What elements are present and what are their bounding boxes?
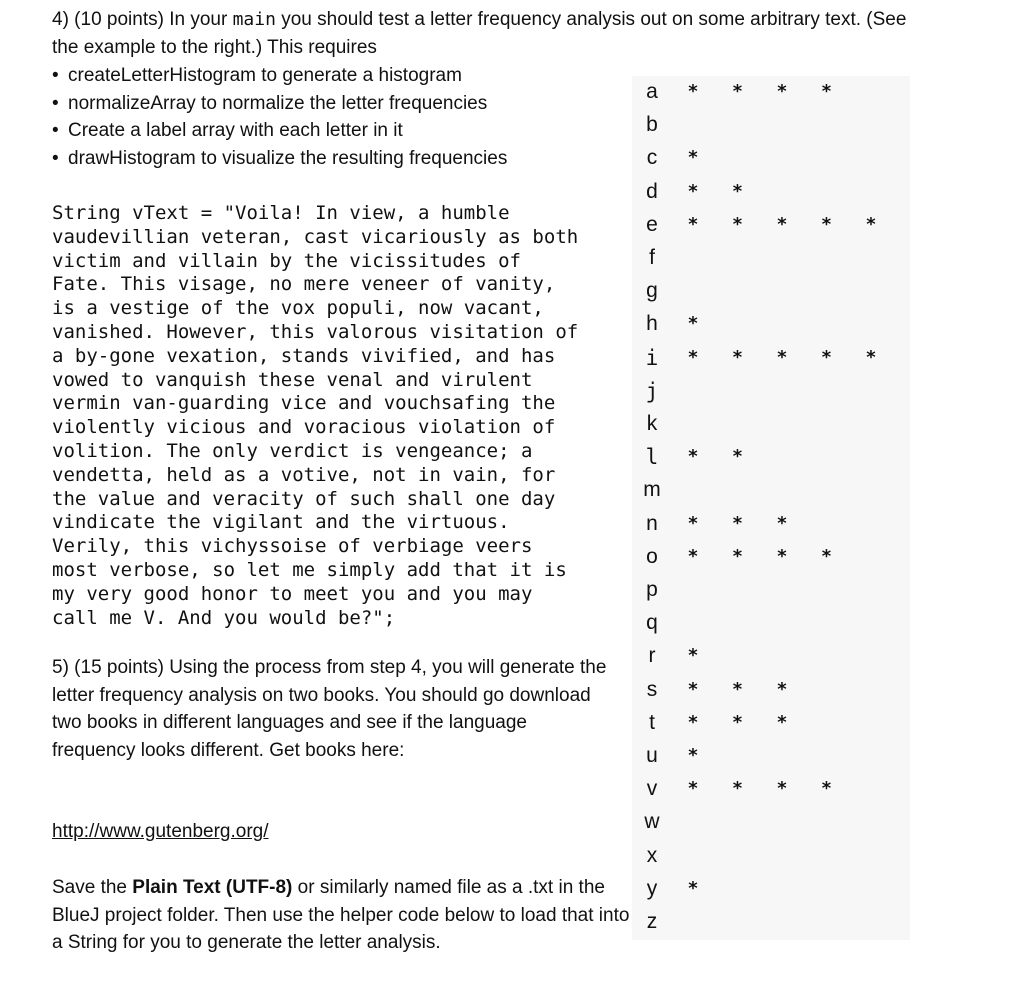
histogram-star: * <box>777 213 787 235</box>
histogram-star: * <box>688 81 698 102</box>
code-line: vermin van-guarding vice and vouchsafing the <box>52 392 556 415</box>
save-prefix: Save the <box>52 877 133 898</box>
histogram-row-s <box>632 674 910 707</box>
histogram-letter: o <box>646 544 658 568</box>
histogram-star: * <box>777 678 787 700</box>
requirement-item: • Create a label array with each letter in it <box>52 117 612 145</box>
histogram-star: * <box>821 213 832 235</box>
histogram-letter: t <box>649 710 655 734</box>
requirement-item: • drawHistogram to visualize the resulting frequencies <box>52 145 612 173</box>
histogram-star: * <box>821 545 832 567</box>
histogram-letter: i <box>645 345 659 370</box>
histogram-row-v <box>632 773 910 806</box>
section-5-text: 5) (15 points) Using the process from step 4, you will generate the letter frequency analysis on two books. You should go download two books in different languages and see if the language frequency looks different. Get books here: <box>52 657 607 761</box>
code-line: Fate. This visage, no mere veneer of vanity, <box>52 273 556 296</box>
histogram-row-a <box>632 76 910 109</box>
code-line: String vText = "Voila! In view, a humble <box>52 202 510 224</box>
histogram-star: * <box>688 313 698 335</box>
histogram-letter: y <box>646 876 658 900</box>
histogram-row-t <box>632 707 910 740</box>
histogram-star: * <box>777 545 787 567</box>
histogram-letter: r <box>648 644 656 668</box>
histogram-star: * <box>688 213 698 235</box>
histogram-letter: a <box>646 80 658 103</box>
histogram-star: * <box>777 346 787 368</box>
histogram-row-d <box>632 176 910 209</box>
histogram-star: * <box>777 512 787 534</box>
histogram-row-m <box>632 474 910 507</box>
histogram-letter: l <box>645 445 659 470</box>
histogram-letter: f <box>649 246 655 269</box>
histogram-star: * <box>777 81 787 102</box>
histogram-row-h <box>632 308 910 341</box>
letter-histogram <box>632 76 910 940</box>
histogram-star: * <box>866 213 876 235</box>
histogram-star: * <box>866 346 876 368</box>
histogram-letter: c <box>646 146 658 170</box>
histogram-row-j <box>632 375 910 408</box>
histogram-star: * <box>732 180 743 202</box>
histogram-star: * <box>732 446 743 468</box>
histogram-letter: w <box>644 810 660 834</box>
histogram-letter: e <box>646 212 658 236</box>
code-line: vowed to vanquish these venal and virulent <box>52 368 533 391</box>
code-line: vindicate the vigilant and the virtuous. <box>52 511 510 534</box>
histogram-letter: p <box>646 578 658 601</box>
histogram-row-f <box>632 242 910 275</box>
code-line: Verily, this vichyssoise of verbiage veers <box>52 535 533 558</box>
histogram-star: * <box>688 678 698 700</box>
histogram-star: * <box>688 446 698 468</box>
histogram-letter: x <box>646 843 658 867</box>
gutenberg-link[interactable]: http://www.gutenberg.org/ <box>52 821 269 842</box>
histogram-row-p <box>632 574 910 607</box>
code-line: vaudevillian veteran, cast vicariously as both <box>52 225 579 248</box>
histogram-row-b <box>632 109 910 142</box>
histogram-star: * <box>732 545 743 567</box>
histogram-letter: j <box>645 378 659 403</box>
code-line: my very good honor to meet you and you may <box>52 582 533 605</box>
histogram-star: * <box>688 346 698 368</box>
histogram-letter: s <box>646 677 658 701</box>
histogram-star: * <box>688 180 698 202</box>
histogram-star: * <box>732 778 743 800</box>
code-line: vanished. However, this valorous visitation of <box>52 320 579 343</box>
histogram-letter: m <box>643 478 661 502</box>
histogram-letter: d <box>646 179 658 203</box>
histogram-letter: b <box>646 113 658 137</box>
histogram-star: * <box>688 778 698 800</box>
histogram-star: * <box>688 512 698 534</box>
code-line: vendetta, held as a votive, not in vain, for <box>52 463 556 486</box>
histogram-star: * <box>688 545 698 567</box>
code-line: the value and veracity of such shall one day <box>52 487 556 510</box>
histogram-row-g <box>632 275 910 308</box>
histogram-row-r <box>632 640 910 673</box>
histogram-star: * <box>732 81 743 102</box>
requirements-list <box>52 62 612 172</box>
histogram-letter: v <box>646 777 658 801</box>
histogram-star: * <box>688 645 698 667</box>
code-sample <box>52 202 622 630</box>
requirement-item: • normalizeArray to normalize the letter frequencies <box>52 90 612 118</box>
histogram-row-i <box>632 342 910 375</box>
save-suffix: or similarly named file as a .txt in the BlueJ project folder. Then use the helper code below to load that into a String for you to generate the letter analysis. <box>52 877 630 953</box>
code-line: most verbose, so let me simply add that it is <box>52 558 567 581</box>
save-instructions <box>52 874 632 957</box>
code-line: victim and villain by the vicissitudes of <box>52 249 521 272</box>
histogram-row-z <box>632 906 910 939</box>
histogram-star: * <box>688 745 698 766</box>
histogram-star: * <box>821 81 832 102</box>
histogram-letter: n <box>646 511 658 535</box>
section-4-prefix: 4) (10 points) In your <box>52 9 233 30</box>
plain-text-format: Plain Text (UTF-8) <box>132 877 293 898</box>
histogram-row-e <box>632 209 910 242</box>
histogram-star: * <box>777 778 787 800</box>
histogram-row-x <box>632 840 910 873</box>
code-line: call me V. And you would be?"; <box>52 606 396 629</box>
histogram-row-u <box>632 740 910 773</box>
histogram-star: * <box>732 711 743 733</box>
histogram-star: * <box>688 147 698 169</box>
histogram-row-w <box>632 806 910 839</box>
histogram-star: * <box>821 778 832 800</box>
histogram-star: * <box>732 512 743 534</box>
histogram-star: * <box>777 711 787 733</box>
section-4-suffix: you should test a letter frequency analysis out on some arbitrary text. (See the example to the right.) This requires <box>52 9 907 58</box>
histogram-row-c <box>632 142 910 175</box>
histogram-row-l <box>632 441 910 474</box>
code-line: a by-gone vexation, stands vivified, and has <box>52 344 556 367</box>
histogram-letter: q <box>646 611 658 635</box>
histogram-letter: h <box>646 312 658 336</box>
section-4-intro <box>52 6 912 62</box>
main-keyword: main <box>232 9 276 30</box>
histogram-row-y <box>632 873 910 906</box>
histogram-letter: g <box>646 279 658 303</box>
histogram-star: * <box>732 678 743 700</box>
histogram-row-q <box>632 607 910 640</box>
code-line: violently vicious and voracious violation of <box>52 416 556 439</box>
histogram-letter: u <box>646 744 658 767</box>
histogram-row-n <box>632 508 910 541</box>
histogram-star: * <box>821 346 832 368</box>
code-line: is a vestige of the vox populi, now vacant, <box>52 297 544 320</box>
histogram-star: * <box>732 213 743 235</box>
histogram-letter: z <box>646 910 658 933</box>
histogram-row-k <box>632 408 910 441</box>
histogram-star: * <box>688 711 698 733</box>
histogram-letter: k <box>646 412 658 435</box>
histogram-star: * <box>688 877 698 899</box>
code-line: volition. The only verdict is vengeance; a <box>52 439 533 462</box>
histogram-star: * <box>732 346 743 368</box>
requirement-item: • createLetterHistogram to generate a histogram <box>52 62 612 90</box>
histogram-row-o <box>632 541 910 574</box>
